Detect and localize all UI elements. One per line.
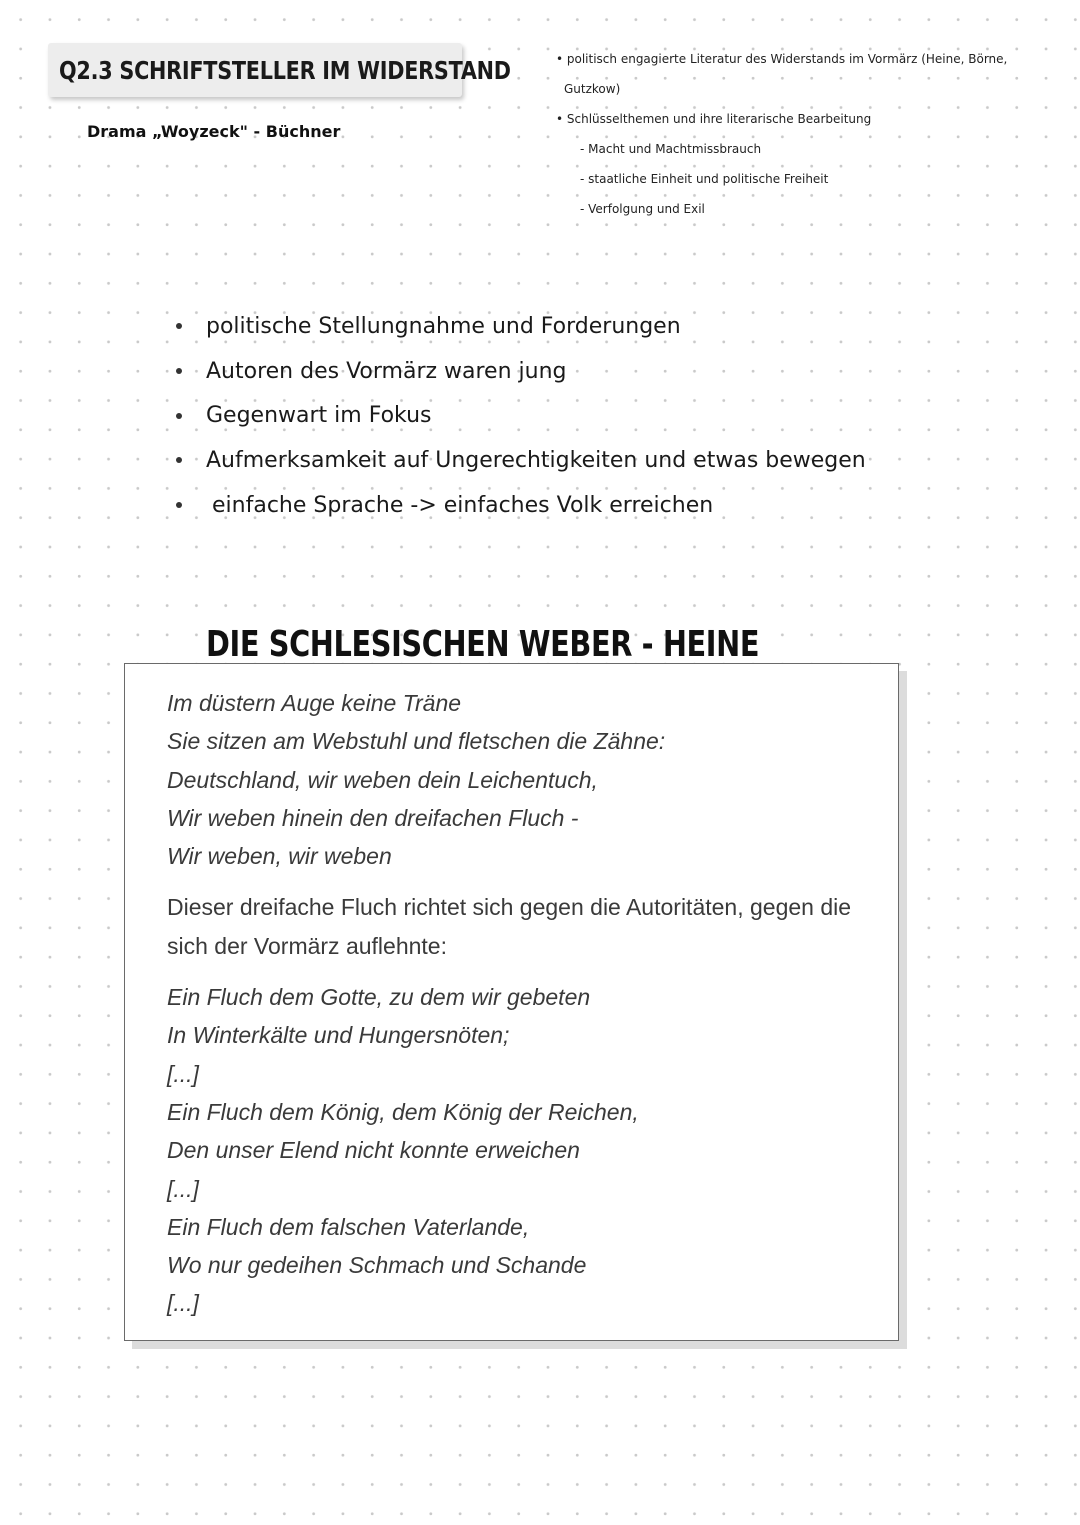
bullet-dot-icon	[176, 323, 182, 329]
note-line: • politisch engagierte Literatur des Widerstands im Vormärz (Heine, Börne,	[556, 52, 1008, 66]
title-box	[48, 43, 511, 97]
poem-heading: DIE SCHLESISCHEN WEBER - HEINE	[206, 624, 760, 665]
list-item: einfache Sprache -> einfaches Volk erreichen	[176, 483, 866, 528]
list-item: politische Stellungnahme und Forderungen	[176, 304, 866, 349]
list-item: Gegenwart im Fokus	[176, 393, 866, 438]
list-item: Aufmerksamkeit auf Ungerechtigkeiten und etwas bewegen	[176, 438, 866, 483]
poem-line: Den unser Elend nicht konnte erweichen	[167, 1137, 580, 1164]
bullet-dot-icon	[176, 368, 182, 374]
poem-line: Ein Fluch dem Gotte, zu dem wir gebeten	[167, 984, 591, 1011]
note-line: - Macht und Machtmissbrauch	[580, 142, 762, 156]
poem-line: Deutschland, wir weben dein Leichentuch,	[167, 766, 598, 793]
poem-line: Wir weben, wir weben	[167, 843, 392, 870]
poem-line: [...]	[167, 1290, 199, 1317]
note-line: Gutzkow)	[564, 82, 621, 96]
poem-box	[124, 663, 899, 1341]
poem-line: Wir weben hinein den dreifachen Fluch -	[167, 804, 579, 831]
poem-line: In Winterkälte und Hungersnöten;	[167, 1022, 510, 1049]
poem-line: Ein Fluch dem falschen Vaterlande,	[167, 1213, 530, 1240]
poem-explanation: Dieser dreifache Fluch richtet sich gegen die Autoritäten, gegen die sich der Vormärz auflehnte:	[167, 894, 852, 959]
poem-line: [...]	[167, 1175, 199, 1202]
bullet-dot-icon	[176, 502, 182, 508]
note-line: - staatliche Einheit und politische Freiheit	[580, 172, 829, 186]
bullet-dot-icon	[176, 457, 182, 463]
poem-line: Wo nur gedeihen Schmach und Schande	[167, 1252, 587, 1279]
poem-line: Ein Fluch dem König, dem König der Reichen,	[167, 1098, 639, 1125]
poem-line: [...]	[167, 1060, 199, 1087]
bullet-list	[176, 304, 866, 527]
subtitle-drama: Drama „Woyzeck" - Büchner	[87, 122, 341, 141]
poem-line: Im düstern Auge keine Träne	[167, 690, 462, 716]
poem-line: Sie sitzen am Webstuhl und fletschen die Zähne:	[167, 728, 666, 755]
note-line: - Verfolgung und Exil	[580, 202, 705, 216]
page-title: Q2.3 SCHRIFTSTELLER IM WIDERSTAND	[59, 55, 511, 85]
list-item: Autoren des Vormärz waren jung	[176, 349, 866, 394]
poem-content	[167, 684, 867, 1323]
note-line: • Schlüsselthemen und ihre literarische Bearbeitung	[556, 112, 872, 126]
bullet-dot-icon	[176, 413, 182, 419]
